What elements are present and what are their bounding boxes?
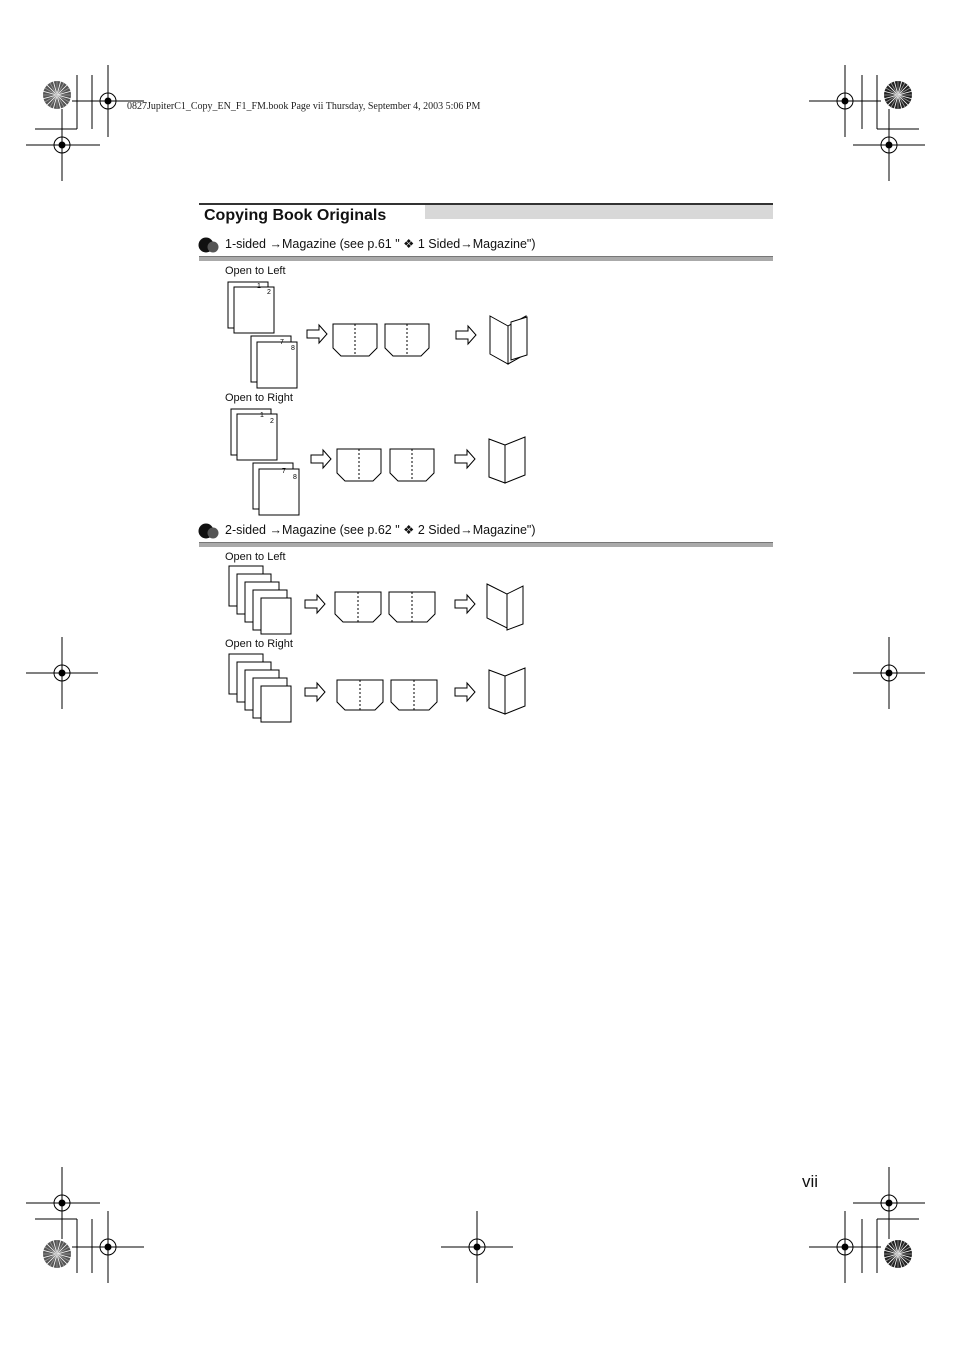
color-rosette — [43, 1240, 71, 1268]
section-title: Copying Book Originals — [204, 207, 387, 224]
illustration-2sided-open-left — [225, 564, 535, 644]
bullet-icon — [198, 523, 220, 539]
subsection-rule — [199, 256, 773, 261]
bullet-icon — [198, 237, 220, 253]
color-rosette — [884, 1240, 912, 1268]
svg-text:8: 8 — [293, 474, 297, 481]
file-info-line: 0827JupiterC1_Copy_EN_F1_FM.book Page vii Thursday, September 4, 2003 5:06 PM — [127, 101, 481, 112]
illustration-2sided-open-right — [225, 652, 535, 732]
subsection-rule — [199, 542, 773, 547]
label-open-right: Open to Right — [225, 638, 293, 650]
label-open-left: Open to Left — [225, 551, 286, 563]
crosshair-mark — [26, 109, 98, 181]
subsection-heading-text: 1-sided →Magazine (see p.61 " ❖ 1 Sided→Magazine") — [225, 237, 536, 251]
svg-text:2: 2 — [270, 418, 274, 425]
crosshair-mark — [853, 109, 925, 181]
subsection-heading-text: 2-sided →Magazine (see p.62 " ❖ 2 Sided→Magazine") — [225, 523, 536, 537]
crosshair-mark — [441, 1211, 513, 1283]
crosshair-mark — [853, 1167, 925, 1239]
color-rosette — [43, 81, 71, 109]
crosshair-mark — [809, 65, 881, 137]
svg-text:2: 2 — [267, 289, 271, 296]
page-number: vii — [802, 1172, 819, 1191]
svg-text:7: 7 — [282, 468, 286, 475]
crosshair-mark — [853, 637, 925, 709]
crosshair-mark — [26, 1167, 98, 1239]
color-rosette — [884, 81, 912, 109]
svg-text:1: 1 — [260, 412, 264, 419]
illustration-1sided-open-right — [225, 405, 535, 520]
svg-text:1: 1 — [257, 283, 261, 290]
label-open-left: Open to Left — [225, 265, 286, 277]
label-open-right: Open to Right — [225, 392, 293, 404]
crosshair-mark — [26, 637, 98, 709]
svg-text:7: 7 — [280, 339, 284, 346]
illustration-1sided-open-left — [225, 278, 535, 393]
crosshair-mark — [72, 1211, 144, 1283]
crosshair-mark — [809, 1211, 881, 1283]
svg-text:8: 8 — [291, 345, 295, 352]
